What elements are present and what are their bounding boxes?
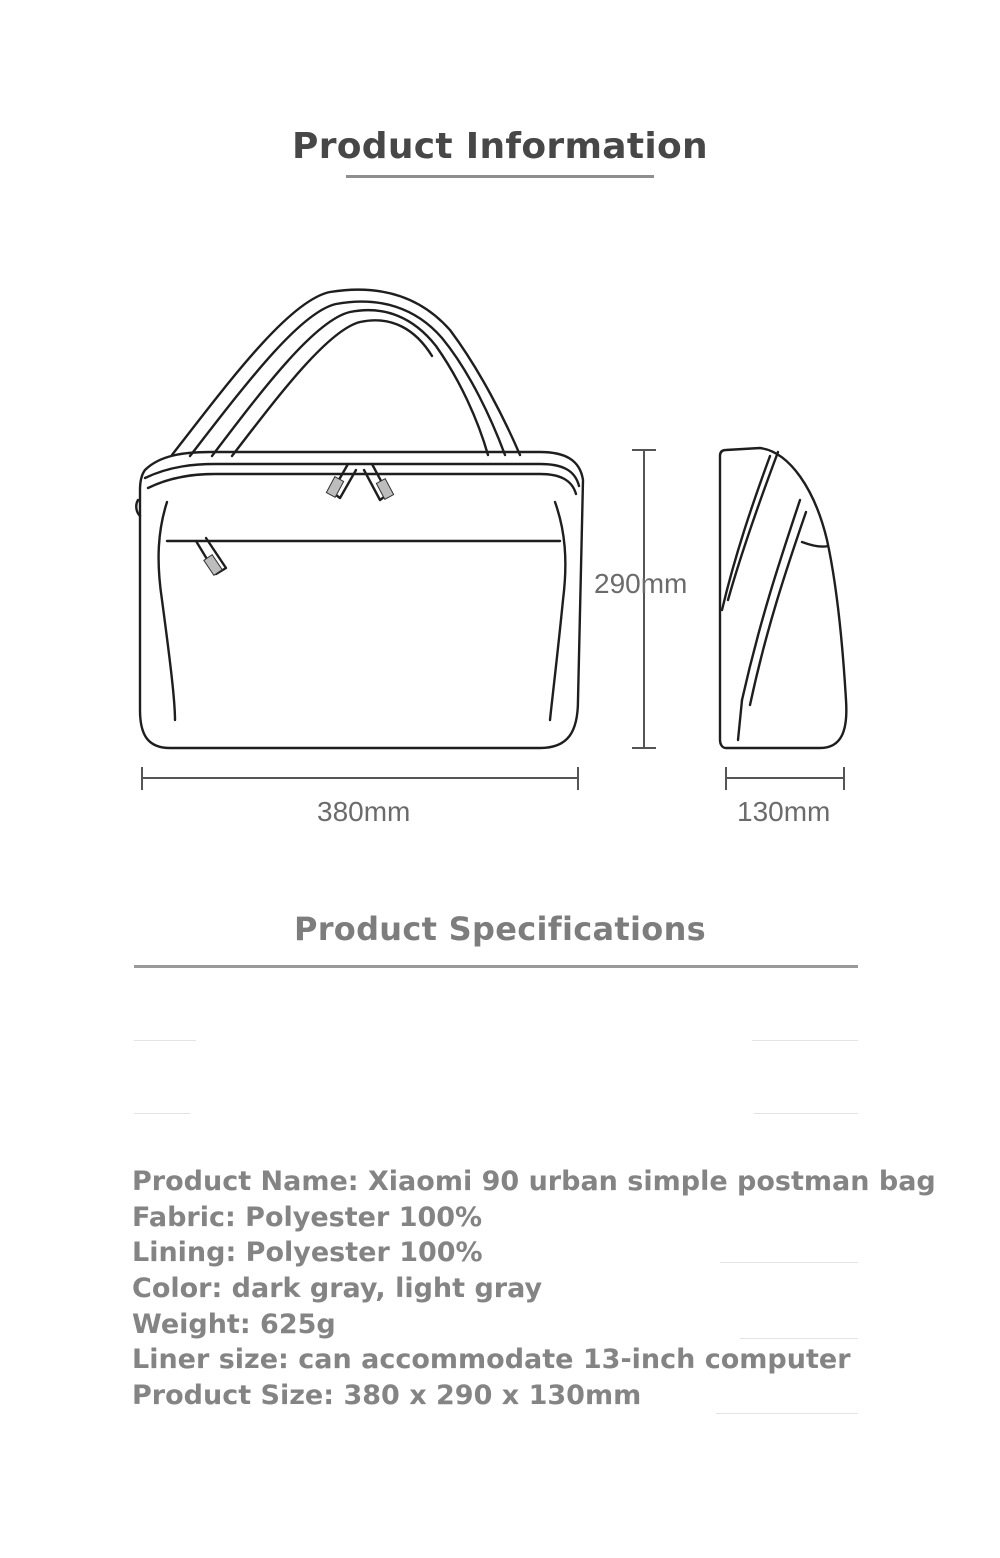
bag-side-outline <box>720 448 846 748</box>
spec-product-size: Product Size: 380 x 290 x 130mm <box>132 1380 642 1411</box>
depth-dimension-label: 130mm <box>737 796 831 827</box>
spec-liner-size: Liner size: can accommodate 13-inch computer <box>132 1344 851 1375</box>
specs-title: Product Specifications <box>293 910 707 948</box>
width-dimension-label: 380mm <box>317 796 411 827</box>
divider <box>754 1113 858 1114</box>
divider <box>134 1113 190 1114</box>
divider <box>720 1262 858 1263</box>
divider <box>134 1040 196 1041</box>
divider <box>716 1413 858 1414</box>
specs-underline <box>134 965 858 968</box>
height-dimension-label: 290mm <box>594 568 688 599</box>
page-title: Product Information <box>292 126 708 167</box>
spec-color: Color: dark gray, light gray <box>132 1273 543 1304</box>
spec-fabric: Fabric: Polyester 100% <box>132 1202 483 1233</box>
divider <box>752 1040 858 1041</box>
divider <box>740 1338 858 1339</box>
spec-product-name: Product Name: Xiaomi 90 urban simple postman bag <box>132 1166 936 1197</box>
spec-lining: Lining: Polyester 100% <box>132 1237 483 1268</box>
spec-weight: Weight: 625g <box>132 1309 336 1340</box>
